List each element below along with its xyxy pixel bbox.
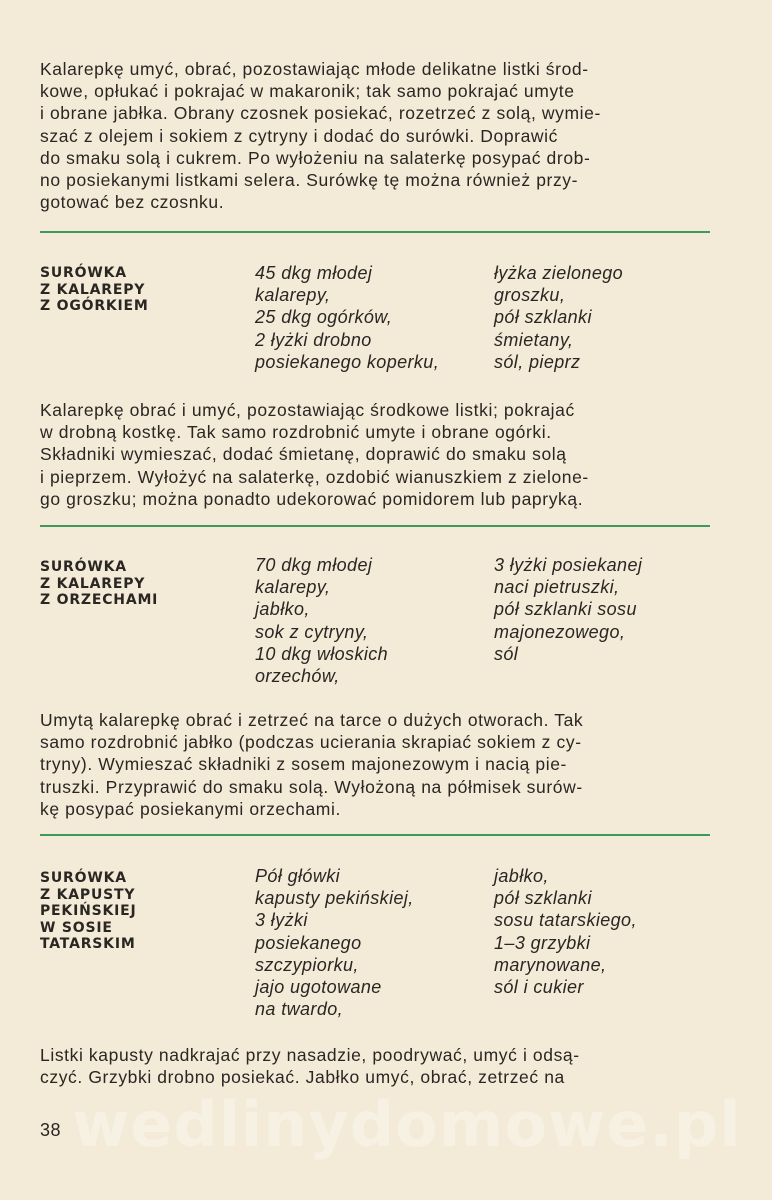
intro-line: szać z olejem i sokiem z cytryny i dodać do surówki. Doprawić [40, 125, 559, 146]
intro-line: kowe, opłukać i pokrajać w makaronik; tak samo pokrajać umyte [40, 81, 575, 102]
section-divider [40, 231, 710, 233]
intro-paragraph [40, 58, 712, 213]
recipe-method: Listki kapusty nadkrajać przy nasadzie, poodrywać, umyć i odsą- czyć. Grzybki drobno posiekać. Jabłko umyć, obrać, zetrzeć na [40, 1045, 580, 1088]
watermark: wedlinydomowe.pl [72, 1088, 742, 1161]
ingredients-column-2: jabłko, pół szklanki sosu tatarskiego, 1–3 grzybki marynowane, sól i cukier [494, 866, 637, 998]
intro-line: i obrane jabłka. Obrany czosnek posiekać, rozetrzeć z solą, wymie- [40, 103, 601, 124]
page-number: 38 [40, 1120, 62, 1140]
ingredients-column-1: 70 dkg młodej kalarepy, jabłko, sok z cytryny, 10 dkg włoskich orzechów, [255, 555, 389, 687]
recipe-method: Umytą kalarepkę obrać i zetrzeć na tarce o dużych otworach. Tak samo rozdrobnić jabłko (podczas ucierania skrapiać sokiem z cy- tryny). Wymieszać składniki z sosem majonezowym i nacią pie- truszki. Przyprawić do smaku solą. Wyłożoną na półmisek surów- kę posypać posiekanymi orzechami. [40, 710, 584, 819]
ingredients-column-1: 45 dkg młodej kalarepy, 25 dkg ogórków, 2 łyżki drobno posiekanego koperku, [255, 263, 440, 372]
recipe-title: SURÓWKA Z KALAREPY Z OGÓRKIEM [40, 265, 149, 314]
intro-line: do smaku solą i cukrem. Po wyłożeniu na salaterkę posypać drob- [40, 147, 591, 168]
intro-line: gotować bez czosnku. [40, 192, 225, 213]
ingredients-column-1: Pół główki kapusty pekińskiej, 3 łyżki posiekanego szczypiorku, jajo ugotowane na twardo, [255, 866, 414, 1020]
recipe-method: Kalarepkę obrać i umyć, pozostawiając środkowe listki; pokrajać w drobną kostkę. Tak samo rozdrobnić umyte i obrane ogórki. Składniki wymieszać, dodać śmietanę, doprawić do smaku solą i pieprzem. Wyłożyć na salaterkę, ozdobić wianuszkiem z zielone- go groszku; można ponadto udekorować pomidorem lub papryką. [40, 400, 589, 509]
ingredients-column-2: łyżka zielonego groszku, pół szklanki śmietany, sól, pieprz [494, 263, 624, 372]
section-divider [40, 525, 710, 527]
ingredients-column-2: 3 łyżki posiekanej naci pietruszki, pół szklanki sosu majonezowego, sól [494, 555, 643, 664]
intro-line: Kalarepkę umyć, obrać, pozostawiając młode delikatne listki środ- [40, 59, 589, 79]
intro-line: no posiekanymi listkami selera. Surówkę tę można również przy- [40, 170, 579, 191]
recipe-title: SURÓWKA Z KALAREPY Z ORZECHAMI [40, 559, 159, 608]
section-divider [40, 834, 710, 836]
recipe-title: SURÓWKA Z KAPUSTY PEKIŃSKIEJ W SOSIE TATARSKIM [40, 870, 137, 952]
